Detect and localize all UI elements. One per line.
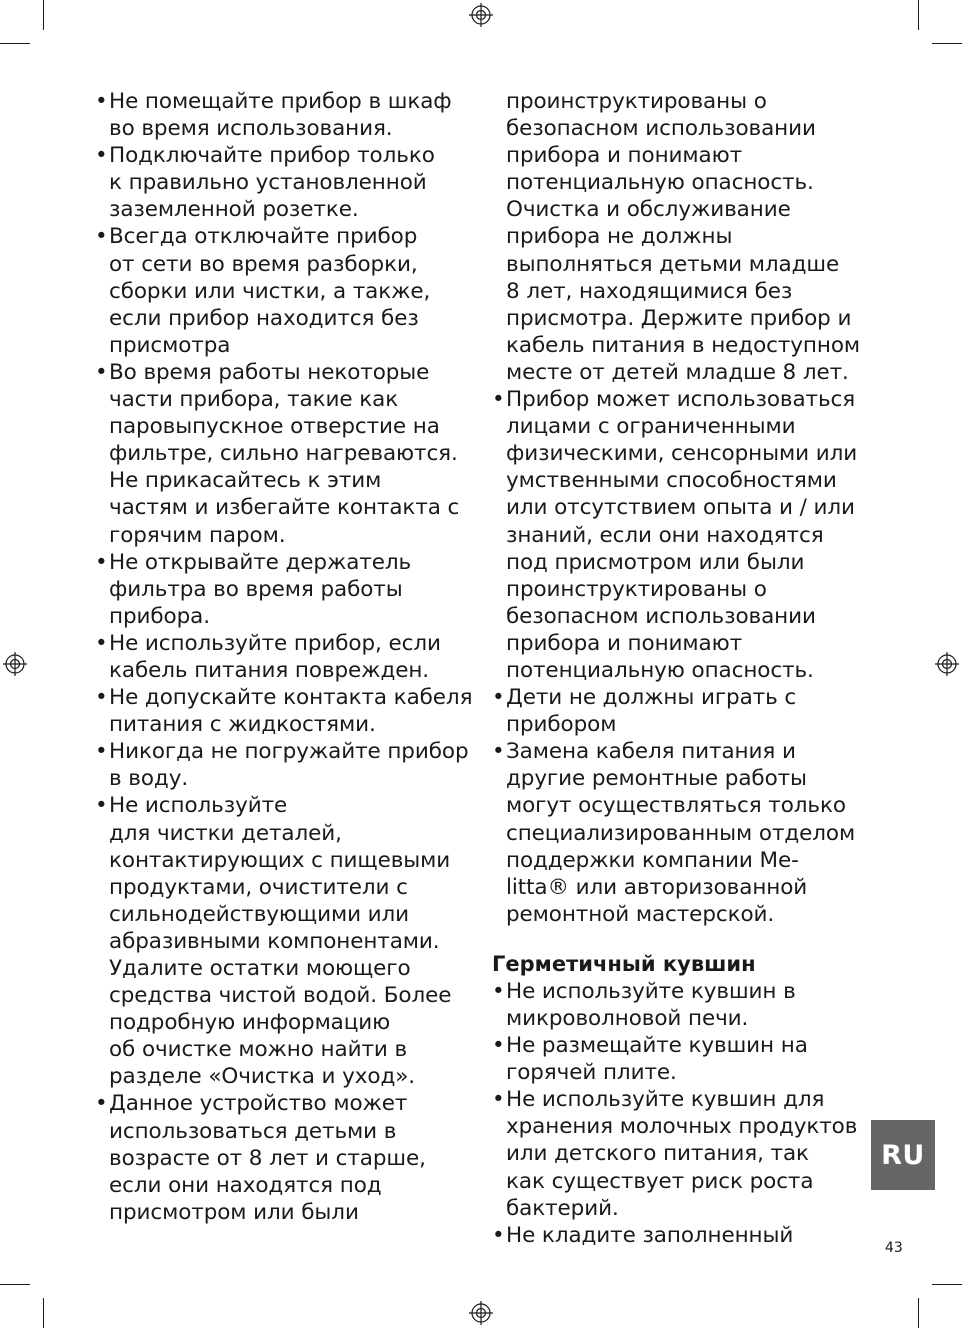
section-heading: Герметичный кувшин	[492, 951, 756, 976]
list-item: • Не помещайте прибор в шкаф во время использования.	[95, 88, 480, 142]
registration-mark-icon	[3, 652, 27, 676]
list-item: • Замена кабеля питания и другие ремонтные работы могут осуществляться только специализированным отделом поддержки компании Ме- litta® или авторизованной ремонтной мастерской.	[492, 738, 874, 928]
crop-mark	[932, 1284, 962, 1285]
right-column	[492, 88, 874, 1249]
list-item: • Во время работы некоторые части прибора, такие как паровыпускное отверстие на фильтре, сильно нагреваются. Не прикасайтесь к этим частям и избегайте контакта с горячим паром.	[95, 359, 480, 549]
registration-mark-icon	[469, 3, 493, 27]
list-item: • Никогда не погружайте прибор в воду.	[95, 738, 480, 792]
crop-mark	[0, 1284, 30, 1285]
list-item: • Подключайте прибор только к правильно установленной заземленной розетке.	[95, 142, 480, 223]
crop-mark	[918, 1298, 919, 1328]
page-number: 43	[885, 1240, 903, 1256]
crop-mark	[932, 43, 962, 44]
crop-mark	[43, 1298, 44, 1328]
jug-safety-list	[492, 978, 874, 1249]
list-item: • Не используйте кувшин в микроволновой печи.	[492, 978, 874, 1032]
list-item: • Не используйте кувшин для хранения молочных продуктов или детского питания, так как существует риск роста бактерий.	[492, 1086, 874, 1221]
list-item: • Прибор может использоваться лицами с ограниченными физическими, сенсорными или умственными способностями или отсутствием опыта и / или знаний, если они находятся под присмотром или были проинструктированы о безопасном использовании прибора и понимают потенциальную опасность.	[492, 386, 874, 684]
left-column	[95, 88, 480, 1226]
list-item: • Данное устройство может использоваться детьми в возрасте от 8 лет и старше, если они находятся под присмотром или были	[95, 1090, 480, 1225]
list-item: • Не допускайте контакта кабеля питания с жидкостями.	[95, 684, 480, 738]
list-item: • Не используйте прибор, если кабель питания поврежден.	[95, 630, 480, 684]
list-item: • Не используйте для чистки деталей, контактирующих с пищевыми продуктами, очистители с сильнодействующими или абразивными компонентами. Удалите остатки моющего средства чистой водой. Более подробную информацию об очистке можно найти в разделе «Очистка и уход».	[95, 792, 480, 1090]
crop-mark	[0, 43, 30, 44]
list-item: • Не открывайте держатель фильтра во время работы прибора.	[95, 549, 480, 630]
list-item: • Всегда отключайте прибор от сети во время разборки, сборки или чистки, а также, если прибор находится без присмотра	[95, 223, 480, 358]
continued-paragraph: проинструктированы о безопасном использовании прибора и понимают потенциальную опасность. Очистка и обслуживание прибора не должны выполняться детьми младше 8 лет, находящимися без присмотра. Держите прибор и кабель питания в недоступном месте от детей младше 8 лет.	[506, 89, 860, 385]
crop-mark	[43, 0, 44, 30]
list-item: • Дети не должны играть с прибором	[492, 684, 874, 738]
list-item: • Не кладите заполненный	[492, 1222, 874, 1249]
registration-mark-icon	[469, 1301, 493, 1325]
safety-list-left	[95, 88, 480, 1226]
language-tab: RU	[871, 1120, 935, 1190]
list-item: • Не размещайте кувшин на горячей плите.	[492, 1032, 874, 1086]
crop-mark	[918, 0, 919, 30]
registration-mark-icon	[935, 652, 959, 676]
safety-list-right	[492, 386, 874, 928]
